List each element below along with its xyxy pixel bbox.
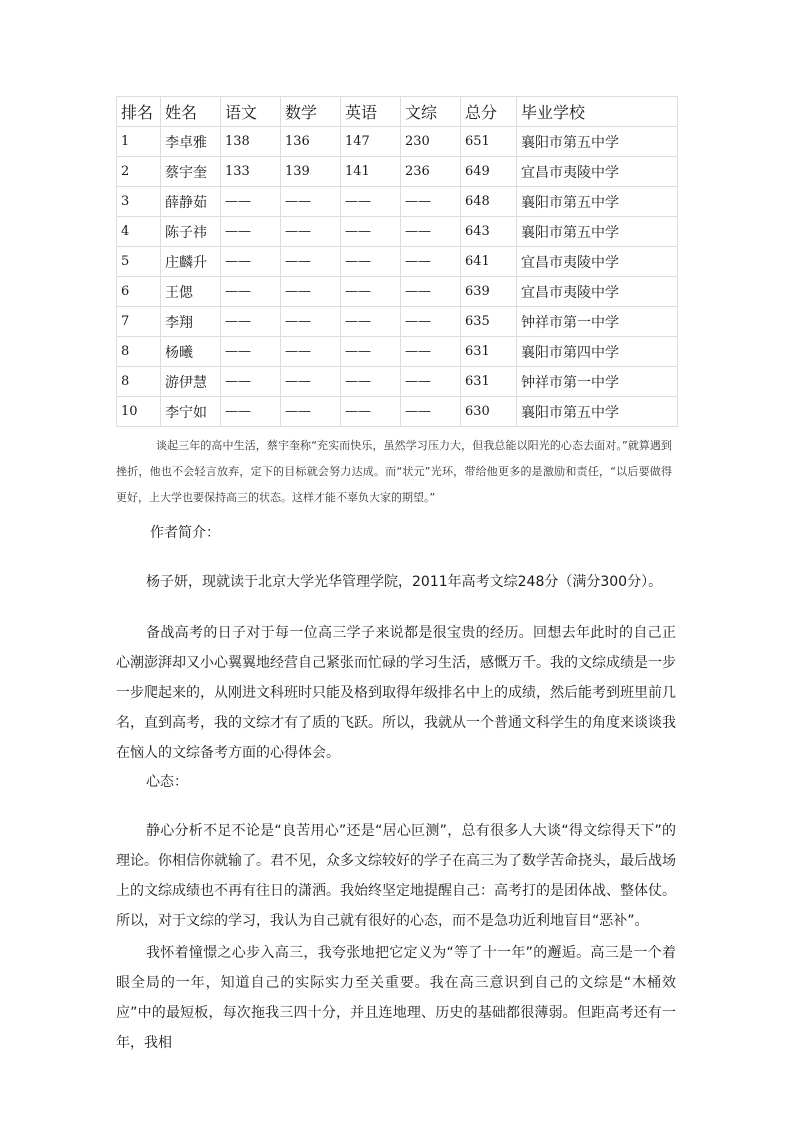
header-total: 总分 <box>461 97 517 127</box>
cell-name: 李翔 <box>161 307 221 337</box>
header-school: 毕业学校 <box>517 97 678 127</box>
cell-name: 李卓雅 <box>161 127 221 157</box>
body-paragraph-1: 备战高考的日子对于每一位高三学子来说都是很宝贵的经历。回想去年此时的自己正心潮澎湃却又小心翼翼地经营自己紧张而忙碌的学习生活，感慨万千。我的文综成绩是一步一步爬起来的，从刚进文科班时只能及格到取得年级排名中上的成绩，然后能考到班里前几名，直到高考，我的文综才有了质的飞跃。所以，我就从一个普通文科学生的角度来谈谈我在恼人的文综备考方面的心得体会。 <box>116 625 676 761</box>
cell-rank: 5 <box>117 247 161 277</box>
cell-total: 631 <box>461 367 517 397</box>
cell-total: 649 <box>461 157 517 187</box>
cell-name: 杨曦 <box>161 337 221 367</box>
cell-english: —— <box>341 397 401 427</box>
cell-math: 136 <box>281 127 341 157</box>
cell-rank: 7 <box>117 307 161 337</box>
cell-liberal-arts: —— <box>401 217 461 247</box>
cell-math: —— <box>281 187 341 217</box>
cell-school: 钟祥市第一中学 <box>517 307 678 337</box>
cell-school: 襄阳市第五中学 <box>517 127 678 157</box>
cell-chinese: —— <box>221 367 281 397</box>
cell-liberal-arts: 230 <box>401 127 461 157</box>
cell-chinese: —— <box>221 247 281 277</box>
cell-liberal-arts: —— <box>401 187 461 217</box>
cell-rank: 8 <box>117 367 161 397</box>
cell-chinese: 138 <box>221 127 281 157</box>
cell-name: 蔡宇奎 <box>161 157 221 187</box>
header-english: 英语 <box>341 97 401 127</box>
cell-chinese: —— <box>221 397 281 427</box>
cell-name: 李宁如 <box>161 397 221 427</box>
cell-liberal-arts: —— <box>401 337 461 367</box>
cell-school: 襄阳市第四中学 <box>517 337 678 367</box>
ranking-table <box>116 96 678 427</box>
cell-rank: 1 <box>117 127 161 157</box>
cell-total: 635 <box>461 307 517 337</box>
cell-math: —— <box>281 277 341 307</box>
cell-english: —— <box>341 277 401 307</box>
table-header-row <box>117 97 678 127</box>
cell-math: —— <box>281 397 341 427</box>
header-chinese: 语文 <box>221 97 281 127</box>
cell-math: —— <box>281 307 341 337</box>
cell-english: —— <box>341 217 401 247</box>
cell-total: 631 <box>461 337 517 367</box>
table-row <box>117 367 678 397</box>
cell-school: 襄阳市第五中学 <box>517 397 678 427</box>
cell-chinese: 133 <box>221 157 281 187</box>
cell-liberal-arts: —— <box>401 277 461 307</box>
mindset-heading: 心态： <box>146 774 188 790</box>
cell-school: 襄阳市第五中学 <box>517 217 678 247</box>
cell-math: —— <box>281 217 341 247</box>
cell-name: 薛静茹 <box>161 187 221 217</box>
cell-english: —— <box>341 337 401 367</box>
cell-total: 643 <box>461 217 517 247</box>
cell-chinese: —— <box>221 217 281 247</box>
cell-math: —— <box>281 247 341 277</box>
table-row <box>117 397 678 427</box>
cell-liberal-arts: —— <box>401 307 461 337</box>
author-intro-paragraph: 杨子妍，现就读于北京大学光华管理学院，2011年高考文综248分（满分300分）。 <box>146 574 663 590</box>
table-row <box>117 337 678 367</box>
cell-math: —— <box>281 367 341 397</box>
cell-name: 王偲 <box>161 277 221 307</box>
cell-chinese: —— <box>221 337 281 367</box>
cell-math: —— <box>281 337 341 367</box>
cell-math: 139 <box>281 157 341 187</box>
cell-name: 陈子祎 <box>161 217 221 247</box>
table-row <box>117 217 678 247</box>
table-row <box>117 277 678 307</box>
cell-school: 钟祥市第一中学 <box>517 367 678 397</box>
cell-school: 襄阳市第五中学 <box>517 187 678 217</box>
cell-english: —— <box>341 187 401 217</box>
header-name: 姓名 <box>161 97 221 127</box>
body-paragraph-2: 静心分析不足不论是“良苦用心”还是“居心叵测”，总有很多人大谈“得文综得天下”的理论。你相信你就输了。君不见，众多文综较好的学子在高三为了数学苦命挠头，最后战场上的文综成绩也不再有往日的潇洒。我始终坚定地提醒自己：高考打的是团体战、整体仗。所以，对于文综的学习，我认为自己就有很好的心态，而不是急功近利地盲目“恶补”。 <box>116 823 676 929</box>
table-row <box>117 307 678 337</box>
cell-chinese: —— <box>221 307 281 337</box>
cell-english: 141 <box>341 157 401 187</box>
header-math: 数学 <box>281 97 341 127</box>
cell-school: 宜昌市夷陵中学 <box>517 157 678 187</box>
table-row <box>117 157 678 187</box>
cell-total: 639 <box>461 277 517 307</box>
table-row <box>117 187 678 217</box>
cell-rank: 3 <box>117 187 161 217</box>
cell-name: 庄麟升 <box>161 247 221 277</box>
cell-total: 651 <box>461 127 517 157</box>
cell-liberal-arts: —— <box>401 367 461 397</box>
cell-chinese: —— <box>221 277 281 307</box>
cell-rank: 10 <box>117 397 161 427</box>
author-heading: 作者简介： <box>150 525 220 541</box>
cell-total: 641 <box>461 247 517 277</box>
photo-caption-paragraph: 谈起三年的高中生活，蔡宇奎称“充实而快乐，虽然学习压力大，但我总能以阳光的心态去面对。”就算遇到挫折，他也不会轻言放弃，定下的目标就会努力达成。而“状元”光环，带给他更多的是激励和责任，“以后要做得更好，上大学也要保持高三的状态。这样才能不辜负大家的期望。” <box>116 439 672 504</box>
cell-english: —— <box>341 367 401 397</box>
cell-english: 147 <box>341 127 401 157</box>
cell-chinese: —— <box>221 187 281 217</box>
cell-rank: 8 <box>117 337 161 367</box>
cell-name: 游伊慧 <box>161 367 221 397</box>
cell-total: 630 <box>461 397 517 427</box>
table-body <box>117 127 678 427</box>
table-row <box>117 127 678 157</box>
cell-english: —— <box>341 307 401 337</box>
cell-rank: 4 <box>117 217 161 247</box>
cell-rank: 6 <box>117 277 161 307</box>
cell-english: —— <box>341 247 401 277</box>
cell-liberal-arts: 236 <box>401 157 461 187</box>
cell-rank: 2 <box>117 157 161 187</box>
table-row <box>117 247 678 277</box>
cell-liberal-arts: —— <box>401 247 461 277</box>
body-paragraph-3: 我怀着憧憬之心步入高三，我夸张地把它定义为“等了十一年”的邂逅。高三是一个着眼全局的一年，知道自己的实际实力至关重要。我在高三意识到自己的文综是“木桶效应”中的最短板，每次拖我三四十分，并且连地理、历史的基础都很薄弱。但距高考还有一年，我相 <box>116 945 676 1051</box>
cell-liberal-arts: —— <box>401 397 461 427</box>
cell-total: 648 <box>461 187 517 217</box>
header-rank: 排名 <box>117 97 161 127</box>
cell-school: 宜昌市夷陵中学 <box>517 247 678 277</box>
cell-school: 宜昌市夷陵中学 <box>517 277 678 307</box>
header-liberal-arts: 文综 <box>401 97 461 127</box>
